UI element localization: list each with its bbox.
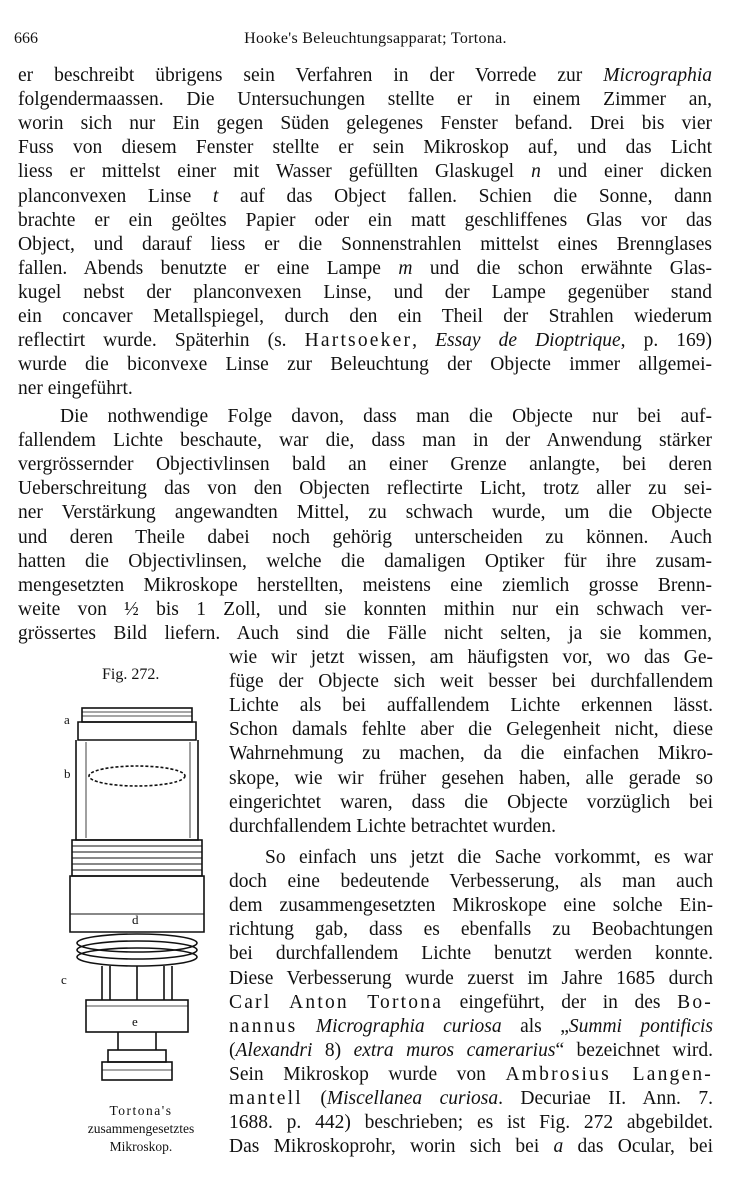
text-line: Schon damals fehlte aber die Gelegenheit nicht, diese [229,719,713,741]
figure-letter-a: a [64,712,70,727]
eyepiece-rim [82,708,192,722]
text-line: 1688. p. 442) beschrieben; es ist Fig. 272 abgebildet. [229,1112,713,1134]
text-line: skope, wie wir früher gesehen haben, alle gerade so [229,767,713,789]
text-line: bei durchfallendem Lichte benutzt werden konnte. [229,943,713,965]
text-line: Fuss von diesem Fenster stellte er sein Mikroskop auf, und das Licht [18,137,712,159]
text-line: Wahrnehmung zu machen, da die einfachen Mikro- [229,743,713,765]
text-line: weite von ½ bis 1 Zoll, und sie konnten mithin nur ein schwach ver- [18,598,712,620]
text-line: hatten die Objectivlinsen, welche die damaligen Optiker für ihre zusam- [18,550,712,572]
text-line: Lichte als bei auffallendem Lichte erkennen lässt. [229,695,713,717]
text-line: nannus Micrographia curiosa als „Summi pontificis [229,1015,713,1037]
text-line: eingerichtet waren, dass die Objecte vorzüglich bei [229,791,713,813]
text-line: Die nothwendige Folge davon, dass man die Objecte nur bei auf- [60,406,712,427]
text-line: vergrössernder Objectivlinsen bald an einer Grenze anlangte, bei deren [18,454,712,476]
text-line: er beschreibt übrigens sein Verfahren in der Vorrede zur Micrographia [18,65,712,86]
text-line: folgendermaassen. Die Untersuchungen stellte er in einem Zimmer an, [18,89,712,111]
figure-letter-d: d [132,912,139,927]
text-line: Sein Mikroskop wurde von Ambrosius Langen- [229,1063,713,1085]
text-line: ner eingeführt. [18,378,133,400]
page-number: 666 [14,30,38,47]
figure-letter-b: b [64,766,71,781]
figure-caption [66,1102,216,1156]
text-line: Ueberschreitung das von den Objecten reflectirte Licht, trotz aller zu sei- [18,478,712,500]
caption-line: Mikroskop. [109,1139,173,1154]
text-line: füge der Objecte sich weit besser bei durchfallendem [229,671,713,693]
text-line: wie wir jetzt wissen, am häufigsten vor, wo das Ge- [229,647,713,668]
text-line: mantell (Miscellanea curiosa. Decuriae II. Ann. 7. [229,1088,713,1109]
microscope-figure [62,700,212,1100]
text-line: liess er mittelst einer mit Wasser gefüllten Glaskugel n und einer dicken [18,161,713,183]
caption-line: zusammengesetztes [87,1121,195,1136]
text-line: doch eine bedeutende Verbesserung, als man auch [229,871,713,893]
figure-letter-c: c [61,972,67,987]
text-line: richtung gab, dass es ebenfalls zu Beobachtungen [229,919,713,941]
text-line: So einfach uns jetzt die Sache vorkommt, es war [265,847,713,868]
text-line: und deren Theile dabei noch gehörig unterscheiden zu können. Auch [18,526,712,548]
text-line: brachte er ein geöltes Papier oder ein matt geschliffenes Glas vor das [18,209,712,231]
text-line: wurde die biconvexe Linse zur Beleuchtung der Objecte immer allgemei- [18,354,712,376]
figure-letter-e: e [132,1014,138,1029]
running-title: Hooke's Beleuchtungsapparat; Tortona. [244,30,507,47]
text-line: durchfallendem Lichte betrachtet wurden. [229,815,557,837]
text-line: ein concaver Metallspiegel, durch den ein Theil der Strahlen wiederum [18,306,712,327]
text-line: Diese Verbesserung wurde zuerst im Jahre 1685 durch [229,967,713,989]
caption-line: Tortona's [109,1103,173,1118]
text-line: planconvexen Linse t auf das Object fallen. Schien die Sonne, dann [18,185,712,207]
main-tube [76,740,198,840]
text-line: Das Mikroskoprohr, worin sich bei a das Ocular, bei [229,1136,713,1158]
text-line: mengesetzten Mikroskope herstellten, meistens eine ziemlich grosse Brenn- [18,574,712,596]
text-line: Carl Anton Tortona eingeführt, der in des Bo- [229,991,713,1013]
text-line: dem zusammengesetzten Mikroskope eine solche Ein- [229,895,713,917]
text-line: fallendem Lichte beschaute, war die, dass man in der Anwendung stärker [18,430,712,452]
figure-label: Fig. 272. [102,666,160,683]
text-line: worin sich nur Ein gegen Süden gelegenes Fenster befand. Drei bis vier [18,113,712,135]
text-line: grössertes Bild liefern. Auch sind die Fälle nicht selten, ja sie kommen, [18,622,712,644]
text-line: fallen. Abends benutzte er eine Lampe m und die schon erwähnte Glas- [18,257,712,279]
text-line: Object, und darauf liess er die Sonnenstrahlen mittelst eines Brennglases [18,233,712,255]
text-line: ner Verstärkung angewandten Mittel, zu schwach wurde, um die Objecte [18,502,712,524]
text-line: (Alexandri 8) extra muros camerarius“ bezeichnet wird. [229,1039,713,1061]
lens-ellipse [89,766,185,786]
text-line: kugel nebst der planconvexen Linse, und der Lampe gegenüber stand [18,281,712,303]
text-line: reflectirt wurde. Späterhin (s. Hartsoeker, Essay de Dioptrique, p. 169) [18,330,712,352]
